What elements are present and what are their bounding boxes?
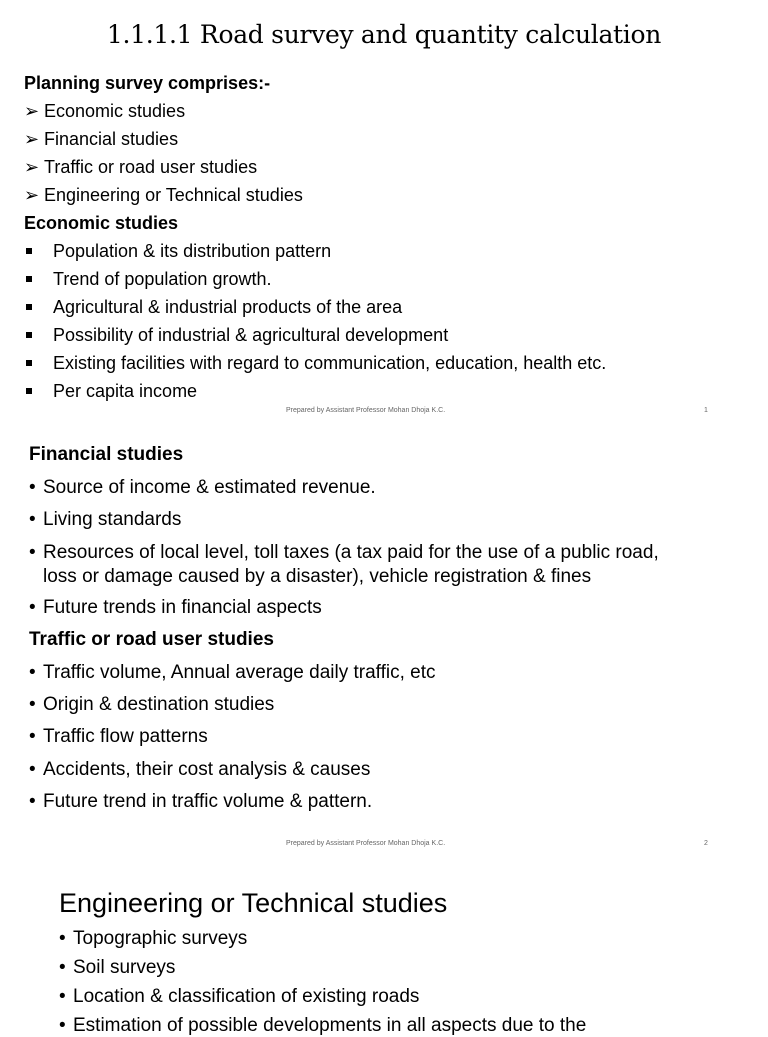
list-item: • Accidents, their cost analysis & causes <box>29 759 371 780</box>
list-item: • Soil surveys <box>59 957 176 978</box>
list-item: Per capita income <box>53 381 198 401</box>
list-item: Possibility of industrial & agricultural development <box>53 325 449 345</box>
arrow-bullet-icon: ➢ <box>24 185 40 205</box>
arrow-list-item: ➢ Engineering or Technical studies <box>24 181 303 209</box>
list-item: • Future trends in financial aspects <box>29 597 322 618</box>
list-item-continuation: loss or damage caused by a disaster), vehicle registration & fines <box>43 566 592 587</box>
list-item: Existing facilities with regard to communication, education, health etc. <box>53 353 607 373</box>
slide-2 <box>0 432 768 856</box>
square-bullet-icon <box>26 332 32 338</box>
square-bullet-icon <box>26 276 32 282</box>
list-item: • Topographic surveys <box>59 928 248 949</box>
list-item: • Traffic flow patterns <box>29 726 208 747</box>
bullet-icon: • <box>29 662 36 683</box>
bullet-icon: • <box>29 791 36 812</box>
square-bullet-icon <box>26 388 32 394</box>
bullet-icon: • <box>59 986 66 1007</box>
list-item: Population & its distribution pattern <box>53 241 332 261</box>
slide-1 <box>0 0 768 424</box>
bullet-icon: • <box>59 1015 66 1036</box>
arrow-list-item: ➢ Traffic or road user studies <box>24 153 257 181</box>
bullet-icon: • <box>59 928 66 949</box>
slide-title: 1.1.1.1 Road survey and quantity calculation <box>106 20 662 49</box>
bullet-icon: • <box>29 542 36 563</box>
bullet-icon: • <box>29 694 36 715</box>
list-item: • Source of income & estimated revenue. <box>29 477 376 498</box>
bullet-icon: • <box>29 726 36 747</box>
square-bullet-icon <box>26 304 32 310</box>
arrow-list-item: ➢ Economic studies <box>24 97 185 125</box>
footer-credit: Prepared by Assistant Professor Mohan Dhoja K.C. <box>286 840 446 847</box>
list-item: • Future trend in traffic volume & pattern. <box>29 791 373 812</box>
economic-studies-heading: Economic studies <box>24 213 179 233</box>
list-item: • Location & classification of existing roads <box>59 986 420 1007</box>
engineering-studies-heading: Engineering or Technical studies <box>59 888 448 918</box>
square-bullet-icon <box>26 360 32 366</box>
page-number: 1 <box>704 407 708 414</box>
list-item: • Origin & destination studies <box>29 694 275 715</box>
traffic-studies-heading: Traffic or road user studies <box>29 629 274 650</box>
footer-credit: Prepared by Assistant Professor Mohan Dhoja K.C. <box>286 407 446 414</box>
bullet-icon: • <box>29 477 36 498</box>
arrow-bullet-icon: ➢ <box>24 129 40 149</box>
bullet-icon: • <box>29 597 36 618</box>
planning-survey-heading: Planning survey comprises:- <box>24 73 271 93</box>
arrow-list-item: ➢ Financial studies <box>24 125 178 153</box>
arrow-bullet-icon: ➢ <box>24 101 40 121</box>
list-item: • Traffic volume, Annual average daily traffic, etc <box>29 662 436 683</box>
list-item: Trend of population growth. <box>53 269 272 289</box>
bullet-icon: • <box>59 957 66 978</box>
list-item: • Estimation of possible developments in all aspects due to the <box>59 1015 587 1036</box>
list-item: • Resources of local level, toll taxes (a tax paid for the use of a public road, <box>29 542 659 563</box>
list-item: • Living standards <box>29 509 182 530</box>
square-bullet-icon <box>26 248 32 254</box>
list-item: Agricultural & industrial products of the area <box>53 297 403 317</box>
page-number: 2 <box>704 840 708 847</box>
slide-3 <box>0 864 768 1036</box>
arrow-bullet-icon: ➢ <box>24 157 40 177</box>
financial-studies-heading: Financial studies <box>29 444 184 465</box>
bullet-icon: • <box>29 759 36 780</box>
bullet-icon: • <box>29 509 36 530</box>
